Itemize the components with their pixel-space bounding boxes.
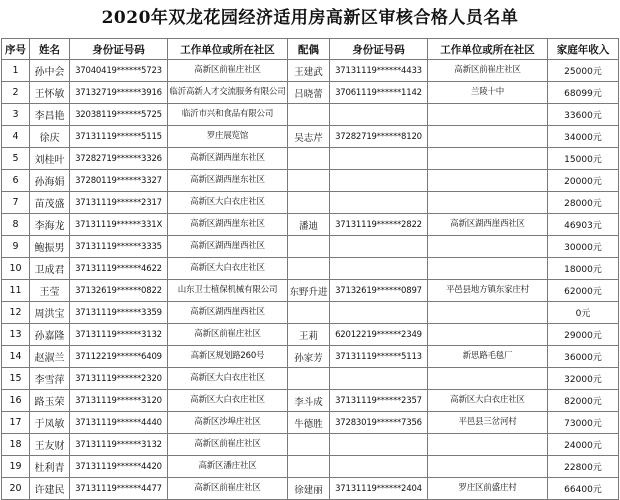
cell-spouse-id xyxy=(330,258,428,280)
cell-spouse xyxy=(288,456,330,478)
cell-spouse-unit xyxy=(428,192,548,214)
cell-spouse-id xyxy=(330,456,428,478)
cell-no: 5 xyxy=(2,148,30,170)
cell-spouse: 王建武 xyxy=(288,60,330,82)
cell-name: 卫成君 xyxy=(30,258,70,280)
cell-spouse-id xyxy=(330,192,428,214)
cell-spouse-unit xyxy=(428,148,548,170)
cell-no: 7 xyxy=(2,192,30,214)
cell-id: 37040419******5723 xyxy=(70,60,168,82)
cell-income: 82000元 xyxy=(548,390,619,412)
cell-spouse-id xyxy=(330,434,428,456)
cell-name: 路玉荣 xyxy=(30,390,70,412)
cell-name: 王怀敏 xyxy=(30,82,70,104)
cell-spouse-unit xyxy=(428,368,548,390)
header-row xyxy=(2,39,619,60)
cell-spouse xyxy=(288,258,330,280)
table-row xyxy=(2,280,619,302)
cell-unit: 高新区大白衣庄社区 xyxy=(168,390,288,412)
table-row xyxy=(2,148,619,170)
cell-unit: 高新区湖西崖东社区 xyxy=(168,148,288,170)
cell-spouse-unit: 高新区湖西崖西社区 xyxy=(428,214,548,236)
cell-name: 王友财 xyxy=(30,434,70,456)
table-row xyxy=(2,478,619,500)
header-cell: 身份证号码 xyxy=(70,39,168,60)
cell-spouse: 牛德胜 xyxy=(288,412,330,434)
table-row xyxy=(2,60,619,82)
cell-spouse-unit: 高新区前崔庄社区 xyxy=(428,60,548,82)
cell-spouse xyxy=(288,434,330,456)
cell-name: 赵淑兰 xyxy=(30,346,70,368)
cell-unit: 高新区大白衣庄社区 xyxy=(168,258,288,280)
header-cell: 家庭年收入 xyxy=(548,39,619,60)
table-row xyxy=(2,412,619,434)
cell-income: 15000元 xyxy=(548,148,619,170)
cell-spouse xyxy=(288,104,330,126)
cell-name: 于凤敏 xyxy=(30,412,70,434)
cell-id: 37132619******0822 xyxy=(70,280,168,302)
table-row xyxy=(2,258,619,280)
cell-income: 33600元 xyxy=(548,104,619,126)
table-row xyxy=(2,324,619,346)
cell-unit: 高新区大白衣庄社区 xyxy=(168,368,288,390)
cell-id: 37131119******4622 xyxy=(70,258,168,280)
cell-name: 李昌艳 xyxy=(30,104,70,126)
table-row xyxy=(2,346,619,368)
cell-spouse: 吕晓蕾 xyxy=(288,82,330,104)
cell-spouse-unit xyxy=(428,236,548,258)
cell-id: 37132719******3916 xyxy=(70,82,168,104)
cell-spouse: 徐建丽 xyxy=(288,478,330,500)
cell-income: 46903元 xyxy=(548,214,619,236)
cell-unit: 临沂市兴和食品有限公司 xyxy=(168,104,288,126)
cell-spouse xyxy=(288,192,330,214)
cell-spouse-id xyxy=(330,368,428,390)
cell-spouse-unit xyxy=(428,324,548,346)
cell-no: 2 xyxy=(2,82,30,104)
header-cell: 序号 xyxy=(2,39,30,60)
cell-name: 孙嘉隆 xyxy=(30,324,70,346)
cell-income: 25000元 xyxy=(548,60,619,82)
cell-unit: 高新区湖西崖东社区 xyxy=(168,214,288,236)
cell-unit: 高新区前崔庄社区 xyxy=(168,434,288,456)
cell-spouse-unit xyxy=(428,434,548,456)
cell-no: 15 xyxy=(2,368,30,390)
cell-income: 24000元 xyxy=(548,434,619,456)
cell-name: 孙中会 xyxy=(30,60,70,82)
cell-id: 37280119******3327 xyxy=(70,170,168,192)
cell-spouse-id: 37131119******2357 xyxy=(330,390,428,412)
cell-id: 37131119******5115 xyxy=(70,126,168,148)
cell-name: 许建民 xyxy=(30,478,70,500)
cell-spouse xyxy=(288,148,330,170)
cell-unit: 高新区前崔庄社区 xyxy=(168,478,288,500)
cell-spouse: 吴志芹 xyxy=(288,126,330,148)
cell-spouse-unit: 平邑县三岔河村 xyxy=(428,412,548,434)
cell-spouse-unit xyxy=(428,258,548,280)
cell-id: 37131119******2317 xyxy=(70,192,168,214)
table-row xyxy=(2,126,619,148)
cell-no: 12 xyxy=(2,302,30,324)
table-body xyxy=(2,60,619,500)
cell-income: 32000元 xyxy=(548,368,619,390)
cell-spouse-id: 37131119******2404 xyxy=(330,478,428,500)
cell-spouse: 李斗成 xyxy=(288,390,330,412)
cell-id: 37131119******331X xyxy=(70,214,168,236)
cell-no: 20 xyxy=(2,478,30,500)
cell-spouse-id: 37131119******2822 xyxy=(330,214,428,236)
cell-unit: 高新区前崔庄社区 xyxy=(168,324,288,346)
cell-spouse-id: 37132619******0897 xyxy=(330,280,428,302)
cell-spouse-id xyxy=(330,236,428,258)
table-row xyxy=(2,434,619,456)
cell-spouse-unit xyxy=(428,456,548,478)
cell-unit: 临沂高新人才交流服务有限公司 xyxy=(168,82,288,104)
cell-no: 18 xyxy=(2,434,30,456)
cell-spouse: 孙家芳 xyxy=(288,346,330,368)
cell-id: 37112219******6409 xyxy=(70,346,168,368)
cell-spouse-id: 37131119******5113 xyxy=(330,346,428,368)
cell-spouse-id: 37283019******7356 xyxy=(330,412,428,434)
cell-spouse-id: 37061119******1142 xyxy=(330,82,428,104)
cell-income: 28000元 xyxy=(548,192,619,214)
cell-id: 37131119******4440 xyxy=(70,412,168,434)
cell-name: 王莹 xyxy=(30,280,70,302)
cell-no: 19 xyxy=(2,456,30,478)
table-row xyxy=(2,236,619,258)
cell-name: 苗茂盛 xyxy=(30,192,70,214)
cell-spouse-unit xyxy=(428,302,548,324)
table-row xyxy=(2,390,619,412)
cell-name: 刘桂叶 xyxy=(30,148,70,170)
cell-id: 37131119******3132 xyxy=(70,434,168,456)
cell-id: 37131119******3120 xyxy=(70,390,168,412)
cell-spouse-unit: 罗庄区前盛庄村 xyxy=(428,478,548,500)
approved-list-table xyxy=(1,38,619,500)
cell-income: 66400元 xyxy=(548,478,619,500)
table-row xyxy=(2,170,619,192)
table-row xyxy=(2,302,619,324)
cell-spouse-id: 37282719******8120 xyxy=(330,126,428,148)
cell-income: 20000元 xyxy=(548,170,619,192)
cell-income: 29000元 xyxy=(548,324,619,346)
cell-income: 0元 xyxy=(548,302,619,324)
cell-no: 17 xyxy=(2,412,30,434)
cell-spouse-id: 37131119******4433 xyxy=(330,60,428,82)
cell-unit: 高新区大白衣庄社区 xyxy=(168,192,288,214)
cell-id: 37131119******4477 xyxy=(70,478,168,500)
cell-income: 36000元 xyxy=(548,346,619,368)
cell-unit: 高新区湖西崖西社区 xyxy=(168,236,288,258)
cell-spouse: 潘迪 xyxy=(288,214,330,236)
cell-spouse-unit: 新思路毛毯厂 xyxy=(428,346,548,368)
header-cell: 工作单位或所在社区 xyxy=(428,39,548,60)
cell-spouse-unit xyxy=(428,104,548,126)
cell-spouse-unit: 高新区大白衣庄社区 xyxy=(428,390,548,412)
cell-spouse-id xyxy=(330,104,428,126)
header-cell: 配偶 xyxy=(288,39,330,60)
cell-id: 37131119******3132 xyxy=(70,324,168,346)
table-row xyxy=(2,104,619,126)
cell-no: 14 xyxy=(2,346,30,368)
cell-name: 李海龙 xyxy=(30,214,70,236)
cell-unit: 罗庄展览馆 xyxy=(168,126,288,148)
cell-income: 18000元 xyxy=(548,258,619,280)
cell-income: 73000元 xyxy=(548,412,619,434)
cell-income: 22800元 xyxy=(548,456,619,478)
cell-name: 李雪萍 xyxy=(30,368,70,390)
cell-name: 杜利青 xyxy=(30,456,70,478)
table-row xyxy=(2,368,619,390)
cell-spouse-unit xyxy=(428,126,548,148)
cell-id: 37131119******4420 xyxy=(70,456,168,478)
cell-spouse-unit xyxy=(428,170,548,192)
cell-income: 30000元 xyxy=(548,236,619,258)
cell-no: 11 xyxy=(2,280,30,302)
cell-unit: 高新区潘庄社区 xyxy=(168,456,288,478)
cell-spouse-id: 62012219******2349 xyxy=(330,324,428,346)
cell-no: 3 xyxy=(2,104,30,126)
cell-name: 周洪宝 xyxy=(30,302,70,324)
cell-id: 32038119******5725 xyxy=(70,104,168,126)
cell-unit: 山东卫士植保机械有限公司 xyxy=(168,280,288,302)
cell-no: 9 xyxy=(2,236,30,258)
cell-income: 68099元 xyxy=(548,82,619,104)
cell-unit: 高新区前崔庄社区 xyxy=(168,60,288,82)
cell-unit: 高新区湖西崖西社区 xyxy=(168,302,288,324)
cell-id: 37131119******2320 xyxy=(70,368,168,390)
table-row xyxy=(2,456,619,478)
header-cell: 姓名 xyxy=(30,39,70,60)
cell-spouse-unit: 平邑县地方镇东家庄村 xyxy=(428,280,548,302)
cell-spouse: 王莉 xyxy=(288,324,330,346)
table-row xyxy=(2,214,619,236)
page-title: 2020年双龙花园经济适用房高新区审核合格人员名单 xyxy=(101,8,519,28)
cell-no: 6 xyxy=(2,170,30,192)
cell-no: 1 xyxy=(2,60,30,82)
cell-name: 徐庆 xyxy=(30,126,70,148)
cell-spouse: 东野升进 xyxy=(288,280,330,302)
header-cell: 身份证号码 xyxy=(330,39,428,60)
cell-id: 37131119******3359 xyxy=(70,302,168,324)
table-row xyxy=(2,192,619,214)
cell-spouse xyxy=(288,368,330,390)
cell-spouse-id xyxy=(330,302,428,324)
cell-id: 37131119******3335 xyxy=(70,236,168,258)
table-row xyxy=(2,82,619,104)
cell-spouse xyxy=(288,236,330,258)
cell-unit: 高新区规划路260号 xyxy=(168,346,288,368)
cell-spouse xyxy=(288,170,330,192)
cell-name: 鲍振男 xyxy=(30,236,70,258)
cell-unit: 高新区沙埠庄社区 xyxy=(168,412,288,434)
cell-spouse-unit: 兰陵十中 xyxy=(428,82,548,104)
cell-income: 62000元 xyxy=(548,280,619,302)
header-cell: 工作单位或所在社区 xyxy=(168,39,288,60)
cell-spouse xyxy=(288,302,330,324)
cell-income: 34000元 xyxy=(548,126,619,148)
cell-spouse-id xyxy=(330,148,428,170)
cell-no: 16 xyxy=(2,390,30,412)
cell-no: 4 xyxy=(2,126,30,148)
cell-no: 8 xyxy=(2,214,30,236)
cell-unit: 高新区湖西崖东社区 xyxy=(168,170,288,192)
cell-id: 37282719******3326 xyxy=(70,148,168,170)
cell-no: 10 xyxy=(2,258,30,280)
cell-name: 孙海娟 xyxy=(30,170,70,192)
cell-no: 13 xyxy=(2,324,30,346)
cell-spouse-id xyxy=(330,170,428,192)
